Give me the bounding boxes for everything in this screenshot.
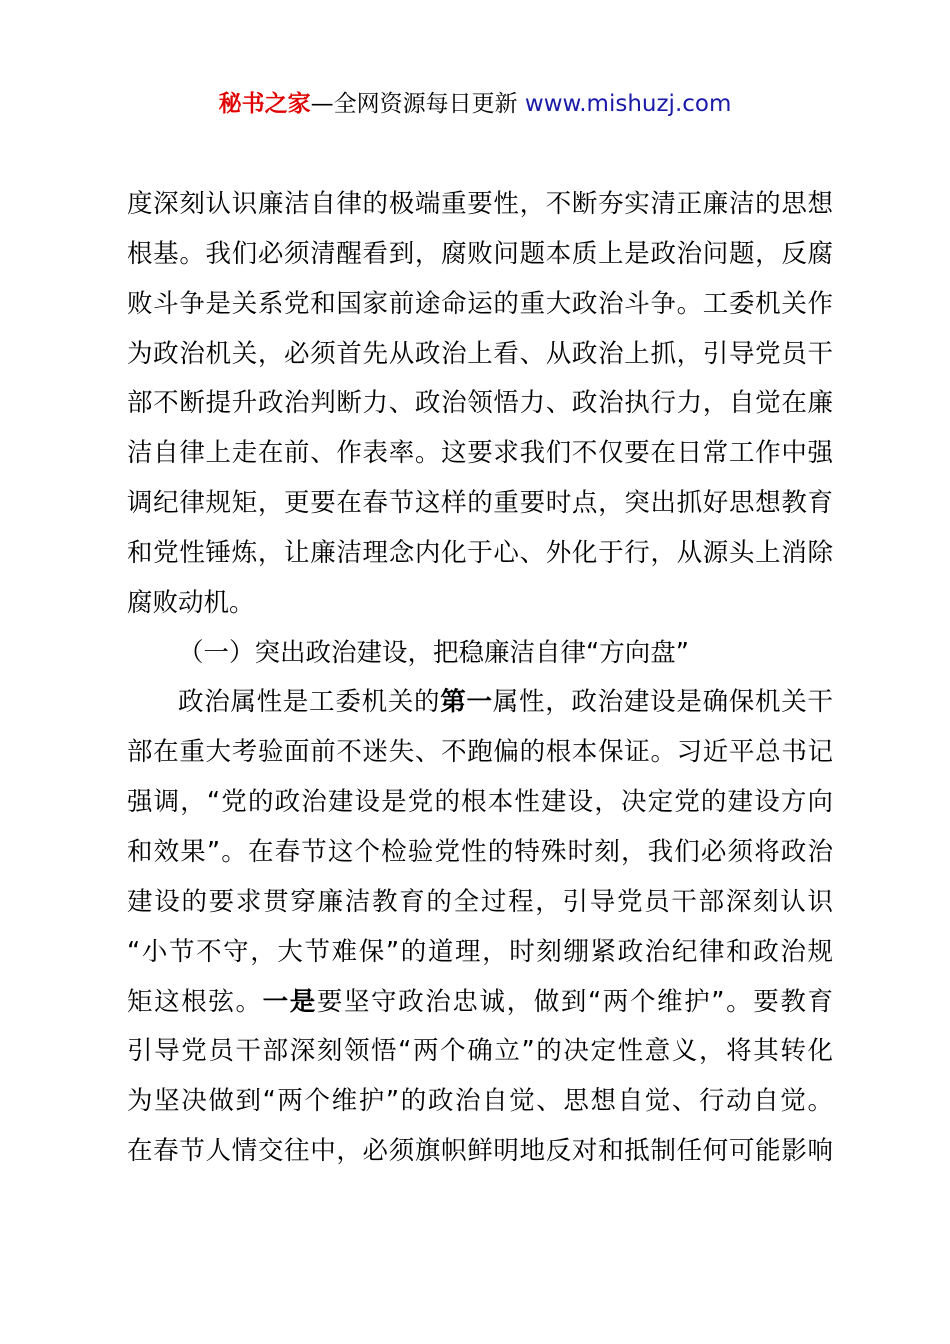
paragraph-line: 建设的要求贯穿廉洁教育的全过程，引导党员干部深刻认识 <box>127 886 833 917</box>
paragraph-line: 为政治机关，必须首先从政治上看、从政治上抓，引导党员干 <box>127 338 833 369</box>
paragraph-line: 在春节人情交往中，必须旗帜鲜明地反对和抵制任何可能影响 <box>127 1136 833 1167</box>
document-body <box>127 180 833 1177</box>
paragraph-line: 败斗争是关系党和国家前途命运的重大政治斗争。工委机关作 <box>127 288 833 319</box>
paragraph-line: 为坚决做到“两个维护”的政治自觉、思想自觉、行动自觉。 <box>127 1086 833 1117</box>
paragraph-line <box>127 978 833 1028</box>
bold-emphasis: 一是 <box>262 986 317 1017</box>
paragraph-line: 部在重大考验面前不迷失、不跑偏的根本保证。习近平总书记 <box>127 737 833 768</box>
bold-emphasis: 第一 <box>440 687 493 718</box>
section-heading: （一）突出政治建设，把稳廉洁自律“方向盘” <box>178 637 689 668</box>
paragraph-line: “小节不守，大节难保”的道理，时刻绷紧政治纪律和政治规 <box>127 936 833 967</box>
text-run: 矩这根弦。 <box>127 986 263 1017</box>
paragraph-line: 度深刻认识廉洁自律的极端重要性，不断夯实清正廉洁的思想 <box>127 189 833 219</box>
paragraph-line: 腐败动机。 <box>127 587 255 618</box>
header-url[interactable]: www.mishuzj.com <box>524 91 732 117</box>
paragraph-line: 调纪律规矩，更要在春节这样的重要时点，突出抓好思想教育 <box>127 488 833 519</box>
text-run: 属性，政治建设是确保机关干 <box>492 687 833 718</box>
paragraph-line <box>127 678 833 728</box>
paragraph-line: 和党性锤炼，让廉洁理念内化于心、外化于行，从源头上消除 <box>127 537 833 568</box>
paragraph-line: 引导党员干部深刻领悟“两个确立”的决定性意义，将其转化 <box>127 1036 833 1067</box>
header-tagline: —全网资源每日更新 <box>310 91 518 117</box>
page-header <box>0 88 950 120</box>
paragraph-line: 洁自律上走在前、作表率。这要求我们不仅要在日常工作中强 <box>127 438 833 469</box>
paragraph-line: 和效果”。在春节这个检验党性的特殊时刻，我们必须将政治 <box>127 836 833 867</box>
paragraph-line: 根基。我们必须清醒看到，腐败问题本质上是政治问题，反腐 <box>127 238 833 269</box>
text-run: 政治属性是工委机关的 <box>178 687 441 718</box>
header-brand: 秘书之家 <box>218 91 311 117</box>
paragraph-line: 部不断提升政治判断力、政治领悟力、政治执行力，自觉在廉 <box>127 388 833 419</box>
text-run: 要坚守政治忠诚，做到“两个维护”。要教育 <box>316 986 833 1017</box>
paragraph-line: 强调，“党的政治建设是党的根本性建设，决定党的建设方向 <box>127 787 833 818</box>
